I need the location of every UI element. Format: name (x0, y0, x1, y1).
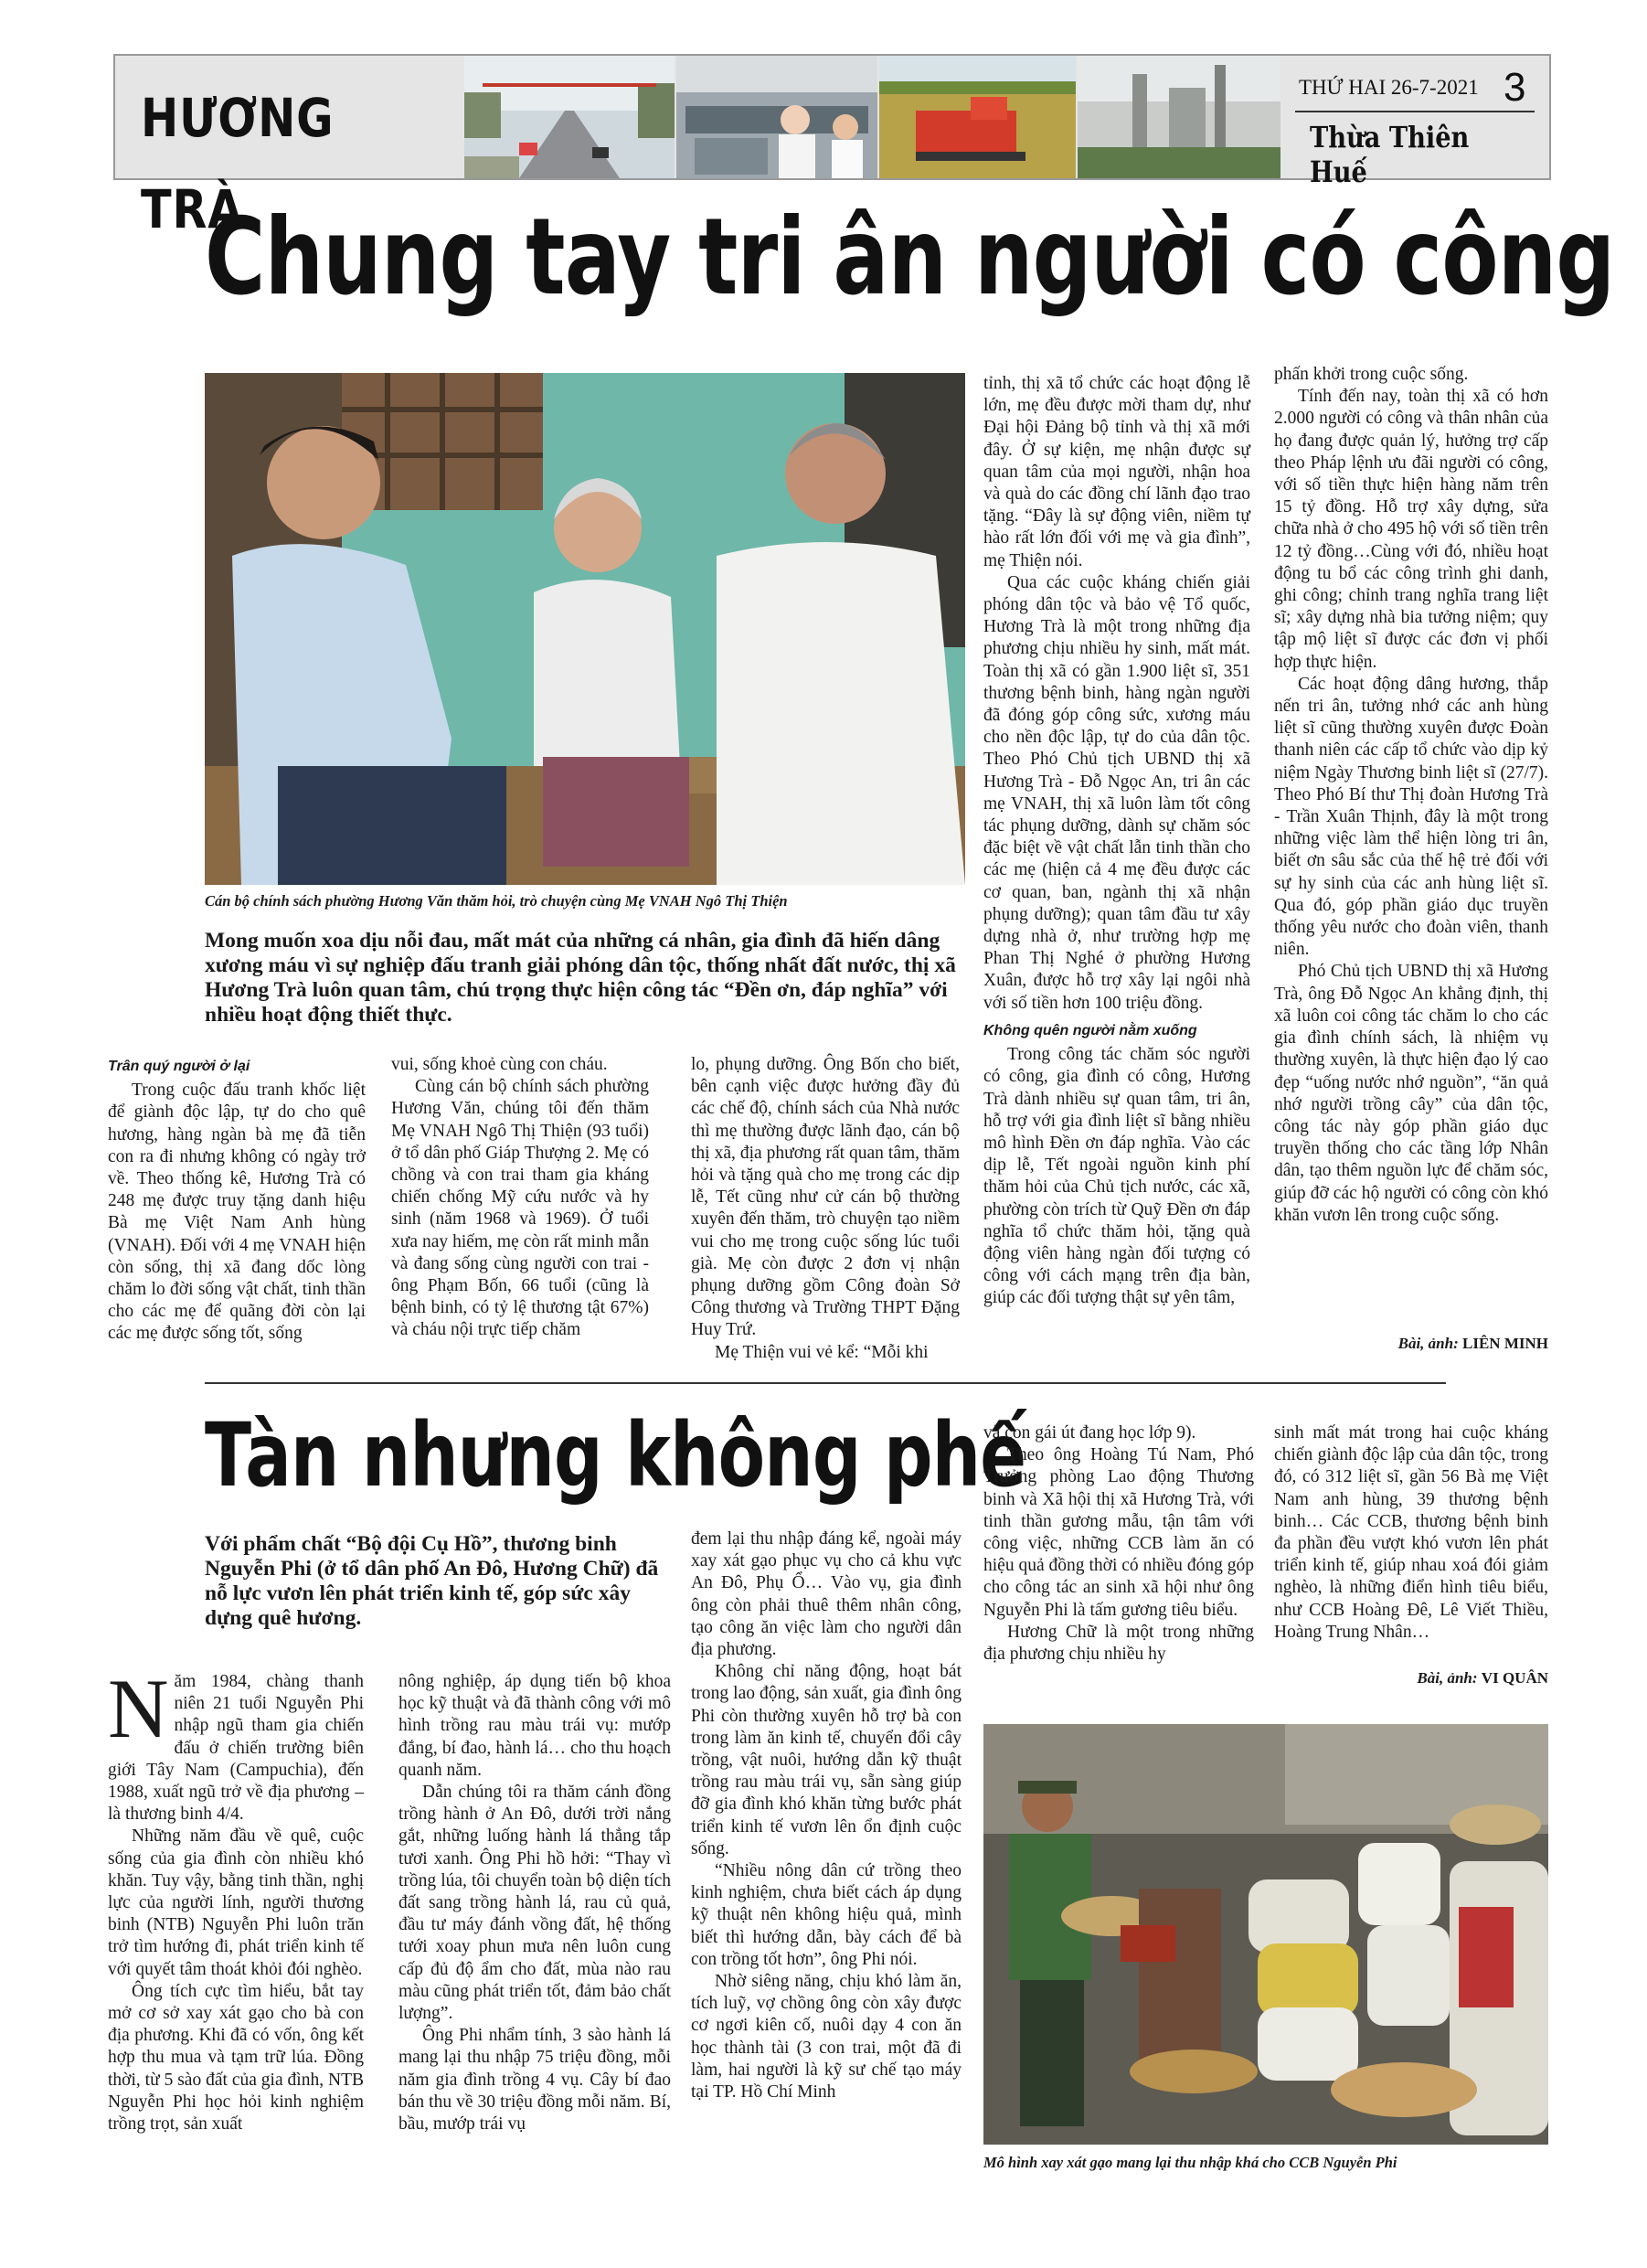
header-photo-factory (676, 56, 877, 178)
article2-paragraph: ăm 1984, chàng thanh niên 21 tuổi Nguyễn Phi nhập ngũ tham gia chiến đấu ở chiến trường biên giới Tây Nam (Campuchia), đến 1988, xuất ngũ trở về địa phương – là thương binh 4/4. (108, 1672, 364, 1825)
article2-lead: Với phẩm chất “Bộ đội Cụ Hồ”, thương binh Nguyễn Phi (ở tổ dân phố An Đô, Hương Chữ) đã nỗ lực vươn lên phát triển kinh tế, góp sức xây dựng quê hương. (205, 1532, 659, 1630)
article2-paragraph: Những năm đầu về quê, cuộc sống của gia đình còn nhiều khó khăn. Tuy vậy, bằng tinh thần, nghị lực của người lính, người thương binh (NTB) Nguyễn Phi luôn trăn trở tìm hướng đi, phát triển kinh tế với quyết tâm thoát khỏi đói nghèo. (108, 1826, 364, 1979)
article1-column-3 (691, 1054, 960, 1364)
article1-paragraph: phấn khởi trong cuộc sống. (1274, 365, 1469, 384)
page-number: 3 (1504, 65, 1526, 110)
article1-column-4 (983, 373, 1250, 1310)
header-photo-cement-plant (1078, 56, 1280, 178)
article2-dropcap: N (108, 1662, 169, 1755)
article2-paragraph: “Nhiều nông dân cứ trồng theo kinh nghiệm, chưa biết cách áp dụng kỹ thuật nên không hiệu quả, mình biết thì hướng dẫn, bày cách để bà con trồng tốt hơn”, ông Phi nói. (691, 1861, 962, 1969)
article1-subhead-2: Không quên người nằm xuống (983, 1022, 1197, 1038)
article1-photo (205, 373, 965, 885)
article2-column-1 (108, 1662, 364, 2135)
article1-lead: Mong muốn xoa dịu nỗi đau, mất mát của những cá nhân, gia đình đã hiến dâng xương máu vì sự nghiệp đấu tranh giải phóng dân tộc, thống nhất đất nước, thị xã Hương Trà luôn quan tâm, chú trọng thực hiện công tác “Đền ơn, đáp nghĩa” với nhiều hoạt động thiết thực. (205, 929, 956, 1027)
article2-byline-name: VI QUÂN (1481, 1669, 1548, 1687)
article2-paragraph: sinh mất mát trong hai cuộc kháng chiến giành độc lập của dân tộc, trong đó, có 312 liệt sĩ, gần 56 Bà mẹ Việt Nam anh hùng, 39 thương bệnh binh… Các CCB, thương bệnh binh đa phần đều vượt khó vươn lên phát triển kinh tế, giúp nhau xoá đói giảm nghèo, là những điển hình tiêu biểu, như CCB Hoàng Đê, Lê Viết Thiều, Hoàng Trung Nhân… (1274, 1423, 1548, 1642)
article1-subhead-1: Trân quý người ở lại (108, 1059, 250, 1074)
article2-paragraph: Dẫn chúng tôi ra thăm cánh đồng trồng hành ở An Đô, dưới trời nắng gắt, những luống hành lá thẳng tắp tươi xanh. Ông Phi hồ hởi: “Thay vì trồng lúa, tôi chuyển toàn bộ diện tích đất sang trồng hành lá, rau củ quả, đầu tư máy đánh vồng đất, hệ thống tưới xoay phun mưa nên luôn cung cấp đủ độ ẩm cho đất, mùa nào rau màu cũng phát triển tốt, đảm bảo chất lượng”. (398, 1783, 671, 2024)
section-label (141, 72, 442, 240)
article2-byline (1274, 1669, 1548, 1688)
article1-paragraph: Trong cuộc đấu tranh khốc liệt để giành độc lập, tự do cho quê hương, hàng ngàn bà mẹ đã tiễn con ra đi nhưng không có ngày trở về. Theo thống kê, Hương Trà có 248 mẹ được truy tặng danh hiệu Bà mẹ Việt Nam Anh hùng (VNAH). Đối với 4 mẹ VNAH hiện còn sống, thị xã đang dốc lòng chăm lo đời sống vật chất, tinh thần cho các mẹ để quãng đời còn lại các mẹ được sống tốt, sống (108, 1081, 366, 1344)
article2-byline-prefix: Bài, ảnh: (1417, 1669, 1478, 1687)
article1-headline-box (205, 194, 1615, 322)
masthead-divider (1295, 111, 1535, 112)
province-name: Thừa Thiên Huế (1310, 120, 1470, 189)
header-photo-street (464, 56, 675, 178)
article1-column-5 (1274, 364, 1548, 1227)
article1-paragraph: Trong công tác chăm sóc người có công, gia đình có công, Hương Trà dành nhiều sự quan tâm, tri ân, hỗ trợ với gia đình liệt sĩ bằng nhiều mô hình Đền ơn đáp nghĩa. Vào các dịp lễ, Tết ngoài nguồn kinh phí thăm hỏi của Chủ tịch nước, các xã, phường còn trích từ Quỹ Đền ơn đáp nghĩa tổ chức thăm hỏi, tặng quà động viên hàng ngàn đối tượng có công với cách mạng trên địa bàn, giúp các đối tượng thật sự yên tâm, (983, 1045, 1250, 1308)
header-photo-harvester (879, 56, 1076, 178)
article1-byline-name: LIÊN MINH (1462, 1335, 1548, 1352)
article1-title: Chung tay tri ân người có công (205, 196, 1615, 319)
article2-paragraph: Hương Chữ là một trong những địa phương chịu nhiều hy (983, 1622, 1254, 1665)
article1-byline-prefix: Bài, ảnh: (1397, 1335, 1459, 1352)
article2-paragraph: và con gái út đang học lớp 9). (983, 1423, 1196, 1443)
issue-info (1291, 65, 1538, 189)
article2-headline-box (205, 1400, 1026, 1510)
article2-paragraph: Theo ông Hoàng Tú Nam, Phó Trưởng phòng Lao động Thương binh và Xã hội thị xã Hương Trà, với tinh thần gương mẫu, tận tâm với công việc, những CCB làm ăn có hiệu quả đồng thời có nhiều đóng góp cho công tác an sinh xã hội như ông Nguyễn Phi là tấm gương tiêu biểu. (983, 1445, 1254, 1620)
article2-photo (983, 1724, 1548, 2145)
page-header (113, 54, 1551, 240)
article2-column-3 (691, 1528, 962, 2103)
article2-paragraph: nông nghiệp, áp dụng tiến bộ khoa học kỹ thuật và đã thành công với mô hình trồng rau màu trái vụ: mướp đắng, bí đao, hành lá… cho thu hoạch quanh năm. (398, 1672, 671, 1780)
article1-paragraph: Cùng cán bộ chính sách phường Hương Văn, chúng tôi đến thăm Mẹ VNAH Ngô Thị Thiện (93 tuổi) ở tổ dân phố Giáp Thượng 2. Mẹ có chồng và con trai tham gia kháng chiến chống Mỹ cứu nước và hy sinh (năm 1968 và 1969). Ở tuổi xưa nay hiếm, mẹ còn rất minh mẫn và đang sống cùng người con trai - ông Phạm Bốn, 66 tuổi (cũng là bệnh binh, có tỷ lệ thương tật 67%) và cháu nội trực tiếp chăm (391, 1077, 649, 1340)
article2-paragraph: Ông tích cực tìm hiểu, bắt tay mở cơ sở xay xát gạo cho bà con địa phương. Khi đã có vốn, ông kết hợp thu mua và tạm trữ lúa. Đồng thời, từ 5 sào đất của gia đình, NTB Nguyễn Phi học hỏi kinh nghiệm trồng trọt, sản xuất (108, 1981, 364, 2135)
article1-paragraph: vui, sống khoẻ cùng con cháu. (391, 1055, 608, 1074)
article1-paragraph: Qua các cuộc kháng chiến giải phóng dân tộc và bảo vệ Tổ quốc, Hương Trà là một trong những địa phương chịu nhiều hy sinh, mất mát. Toàn thị xã có gần 1.900 liệt sĩ, 351 thương bệnh binh, hàng ngàn người đã đóng góp công sức, xương máu cho nền độc lập, tự do của dân tộc. Theo Phó Chủ tịch UBND thị xã Hương Trà - Đỗ Ngọc An, tri ân các mẹ VNAH, thị xã luôn làm tốt công tác phụng dưỡng, dành sự chăm sóc đặc biệt về vật chất lẫn tinh thần cho các mẹ (hiện cả 4 mẹ đều được các cơ quan, ban, ngành thị xã nhận phụng dưỡng); quan tâm đầu tư xây dựng nhà ở, như trường hợp mẹ Phan Thị Nghé ở phường Hương Xuân, được hỗ trợ xây lại ngôi nhà với số tiền hơn 100 triệu đồng. (983, 572, 1250, 1013)
article1-paragraph: tỉnh, thị xã tổ chức các hoạt động lễ lớn, mẹ đều được mời tham dự, như Đại hội Đảng bộ tỉnh và thị xã mới đây. Ở sự kiện, mẹ nhận được sự quan tâm của mọi người, nhận hoa và quà do các đồng chí lãnh đạo trao tặng. “Đây là sự động viên, niềm tự hào rất lớn đối với mẹ và gia đình”, mẹ Thiện nói. (983, 374, 1250, 570)
article1-column-2 (391, 1054, 649, 1342)
article1-photo-caption: Cán bộ chính sách phường Hương Văn thăm hỏi, trò chuyện cùng Mẹ VNAH Ngô Thị Thiện (205, 892, 788, 910)
article1-paragraph: Tính đến nay, toàn thị xã có hơn 2.000 người có công và thân nhân của họ đang được quản lý, hưởng trợ cấp theo Pháp lệnh ưu đãi người có công, với số tiền thực hiện hàng năm trên 15 tỷ đồng. Hỗ trợ xây dựng, sửa chữa nhà ở cho 495 hộ với số tiền trên 12 tỷ đồng…Cùng với đó, nhiều hoạt động tu bổ các công trình ghi danh, ghi công; chỉnh trang nghĩa trang liệt sĩ; xây dựng nhà bia tưởng niệm; quy tập mộ liệt sĩ được các đơn vị phối hợp thực hiện. (1274, 387, 1548, 672)
article2-paragraph: Không chỉ năng động, hoạt bát trong lao động, sản xuất, gia đình ông Phi còn thường xuyên hỗ trợ bà con trong làm ăn kinh tế, chuyển đổi cây trồng, vật nuôi, hướng dẫn kỹ thuật trồng rau màu trái vụ, sẵn sàng giúp đỡ gia đình khó khăn từng bước phát triển kinh tế vươn lên ổn định cuộc sống. (691, 1662, 962, 1858)
article1-paragraph: lo, phụng dưỡng. Ông Bốn cho biết, bên cạnh việc được hưởng đầy đủ các chế độ, chính sách của Nhà nước thì mẹ thường được lãnh đạo, cán bộ thị xã, địa phương rất quan tâm, thăm hỏi và tặng quà cho mẹ trong các dịp lễ, Tết cũng như cử cán bộ thường xuyên đến thăm, trò chuyện tạo niềm vui cho mẹ trong cuộc sống lúc tuổi già. Mẹ còn được 2 đơn vị nhận phụng dưỡng gồm Công đoàn Sở Công thương và Trường THPT Đặng Huy Trứ. (691, 1055, 960, 1340)
article2-column-5 (1274, 1422, 1548, 1644)
article2-column-2 (398, 1671, 671, 2135)
article1-paragraph: Các hoạt động dâng hương, thắp nến tri ân, tưởng nhớ các anh hùng liệt sĩ cũng thường xuyên được Đoàn thanh niên các cấp tổ chức vào dịp kỷ niệm Ngày Thương binh liệt sĩ (27/7). Theo Phó Bí thư Thị đoàn Hương Trà - Trần Xuân Thịnh, đây là một trong những việc làm thể hiện lòng tri ân, biết ơn sâu sắc của thế hệ trẻ đối với sự hy sinh của các anh hùng liệt sĩ. Qua đó, góp phần giáo dục truyền thống yêu nước cho đoàn viên, thanh niên. (1274, 674, 1548, 960)
article1-column-1 (108, 1054, 366, 1346)
issue-date: THỨ HAI 26-7-2021 (1299, 76, 1479, 99)
article1-byline (1274, 1335, 1548, 1353)
article2-column-4 (983, 1422, 1254, 1666)
article-divider (205, 1382, 1446, 1384)
article2-photo-caption: Mô hình xay xát gạo mang lại thu nhập khá cho CCB Nguyễn Phi (983, 2154, 1397, 2171)
article2-paragraph: Ông Phi nhẩm tính, 3 sào hành lá mang lại thu nhập 75 triệu đồng, mỗi năm gia đình trồng 4 vụ. Cây bí đao bán thu về 30 triệu đồng mỗi năm. Bí, bầu, mướp trái vụ (398, 2026, 671, 2135)
article1-paragraph: Phó Chủ tịch UBND thị xã Hương Trà, ông Đỗ Ngọc An khẳng định, thị xã luôn coi công tác chăm lo cho các gia đình chính sách, là nhiệm vụ thường xuyên, là thực hiện đạo lý cao đẹp “uống nước nhớ nguồn”, “ăn quả nhớ người trồng cây” của dân tộc, công tác này góp phần giáo dục truyền thống cho các tầng lớp Nhân dân, tạo thêm nguồn lực để chăm sóc, giúp đỡ các hộ người có công còn khó khăn vươn lên trong cuộc sống. (1274, 962, 1548, 1225)
article2-paragraph: Nhờ siêng năng, chịu khó làm ăn, tích luỹ, vợ chồng ông còn xây được cơ ngơi kiên cố, nuôi dạy 4 con ăn học thành tài (3 con trai, một đã đi làm, hai người là kỹ sư chế tạo máy tại TP. Hồ Chí Minh (691, 1972, 962, 2103)
article2-title: Tàn nhưng không phế (205, 1404, 1026, 1507)
article2-paragraph: đem lại thu nhập đáng kể, ngoài máy xay xát gạo phục vụ cho cả khu vực An Đô, Phụ Ổ… Vào vụ, gia đình ông còn phải thuê thêm nhân công, tạo công ăn việc làm cho người dân địa phương. (691, 1529, 962, 1660)
section-name: HƯƠNG TRÀ (141, 87, 335, 240)
article1-paragraph: Mẹ Thiện vui vẻ kể: “Mỗi khi (715, 1342, 929, 1362)
